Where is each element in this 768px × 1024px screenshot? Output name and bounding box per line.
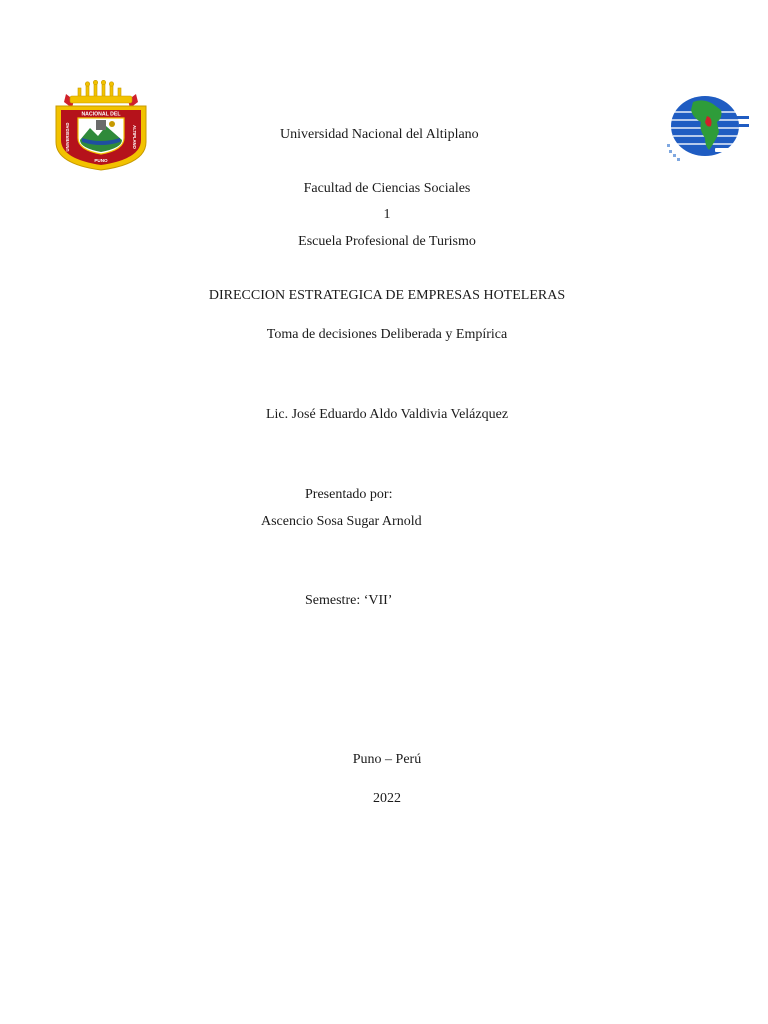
presented-by-label: Presentado por: — [305, 487, 393, 502]
crest-left-text: UNIVERSIDAD — [65, 122, 70, 152]
tourism-school-globe-icon — [663, 92, 751, 164]
university-crest-logo — [52, 80, 150, 172]
topic-title: Toma de decisiones Deliberada y Empírica — [266, 327, 508, 342]
university-name: Universidad Nacional del Altiplano — [280, 127, 479, 142]
student-name: Ascencio Sosa Sugar Arnold — [261, 514, 422, 529]
university-crest-icon — [52, 80, 150, 172]
school-name: Escuela Profesional de Turismo — [298, 234, 476, 249]
crest-top-text: NACIONAL DEL — [81, 111, 121, 118]
crest-bottom-text: PUNO — [94, 158, 108, 163]
course-title: DIRECCION ESTRATEGICA DE EMPRESAS HOTELERAS — [208, 288, 566, 303]
tourism-school-logo — [663, 92, 751, 164]
year: 2022 — [373, 791, 401, 806]
page-number: 1 — [383, 207, 391, 222]
professor-name: Lic. José Eduardo Aldo Valdivia Velázquez — [265, 407, 509, 422]
semester-label: Semestre: ‘VII’ — [305, 593, 393, 608]
crest-right-text: ALTIPLANO — [132, 125, 137, 149]
location: Puno – Perú — [352, 752, 422, 767]
faculty-name: Facultad de Ciencias Sociales — [303, 181, 471, 196]
